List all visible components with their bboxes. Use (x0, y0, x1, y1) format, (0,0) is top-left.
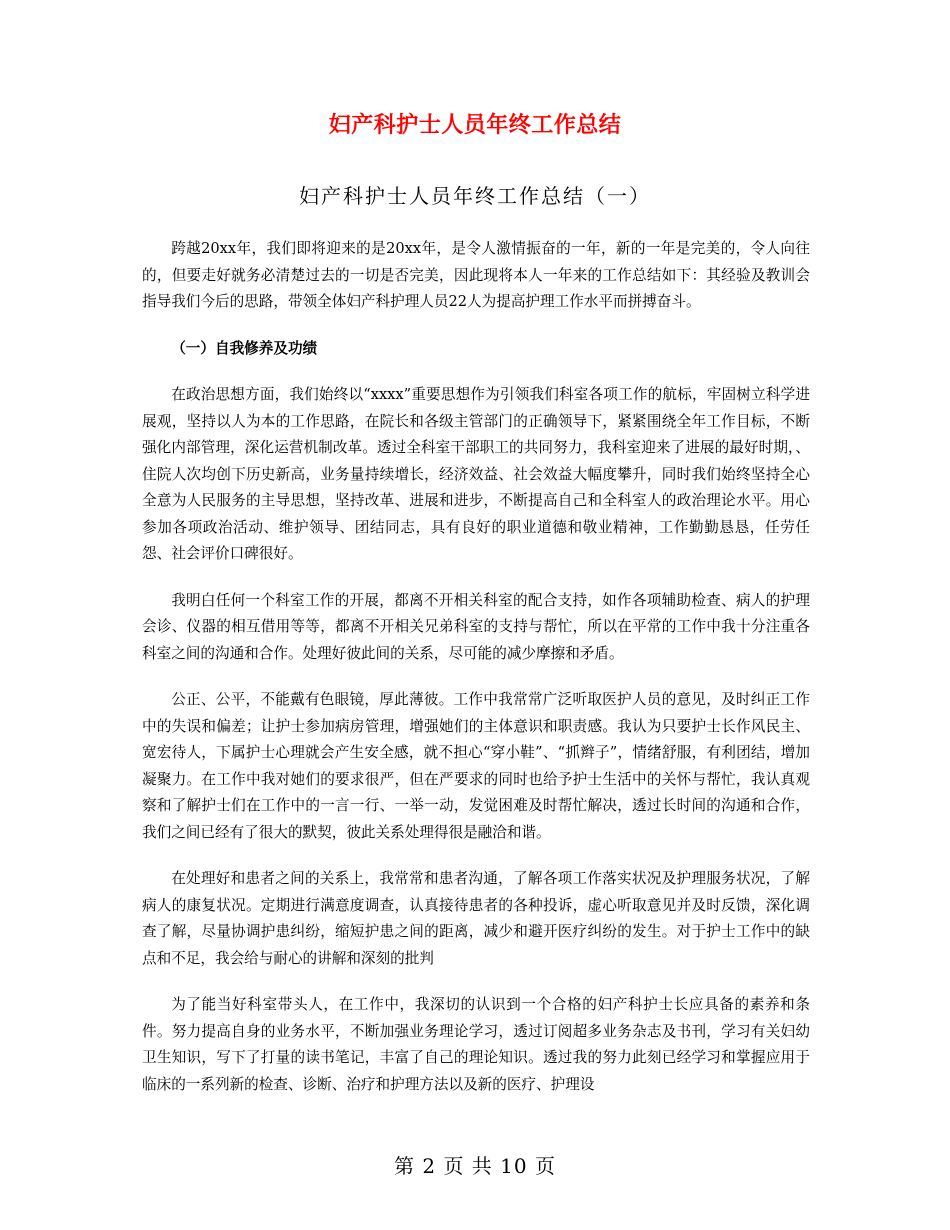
document-title: 妇产科护士人员年终工作总结 (328, 113, 622, 138)
paragraph-leadership: 为了能当好科室带头人，在工作中，我深切的认识到一个合格的妇产科护士长应具备的素养和条件。努力提高自身的业务水平，不断加强业务理论学习，透过订阅超多业务杂志及书刊，学习有关妇幼卫生知识，写下了打量的读书笔记，丰富了自己的理论知识。透过我的努力此刻已经学习和掌握应用于临床的一系列新的检查、诊断、治疗和护理方法以及新的医疗、护理设 (142, 996, 810, 1093)
document-body (142, 236, 810, 1118)
paragraph-political: 在政治思想方面，我们始终以“xxxx”重要思想作为引领我们科室各项工作的航标，牢固树立科学进展观，坚持以人为本的工作思路，在院长和各级主管部门的正确领导下，紧紧围绕全年工作目标，不断强化内部管理，深化运营机制改革。透过全科室干部职工的共同努力，我科室迎来了进展的最好时期，、住院人次均创下历史新高，业务量持续增长，经济效益、社会效益大幅度攀升，同时我们始终坚持全心全意为人民服务的主导思想，坚持改革、进展和进步，不断提高自己和全科室人的政治理论水平。用心参加各项政治活动、维护领导、团结同志，具有良好的职业道德和敬业精神，工作勤勤恳恳，任劳任怨、社会评价口碑很好。 (142, 386, 810, 562)
document-subtitle: 妇产科护士人员年终工作总结（一） (299, 184, 651, 208)
paragraph-fairness: 公正、公平，不能戴有色眼镜，厚此薄彼。工作中我常常广泛听取医护人员的意见，及时纠正工作中的失误和偏差；让护士参加病房管理，增强她们的主体意识和职责感。我认为只要护士长作风民主、宽宏待人，下属护士心理就会产生安全感，就不担心“穿小鞋”、“抓辫子”，情绪舒服，有利团结，增加凝聚力。在工作中我对她们的要求很严，但在严要求的同时也给予护士生活中的关怀与帮忙，我认真观察和了解护士们在工作中的一言一行、一举一动，发觉困难及时帮忙解决，透过长时间的沟通和合作，我们之间已经有了很大的默契，彼此关系处理得很是融洽和谐。 (142, 691, 810, 841)
paragraph-cooperation: 我明白任何一个科室工作的开展，都离不开相关科室的配合支持，如作各项辅助检查、病人的护理会诊、仪器的相互借用等等，都离不开相关兄弟科室的支持与帮忙，所以在平常的工作中我十分注重各科室之间的沟通和合作。处理好彼此间的关系，尽可能的减少摩擦和矛盾。 (142, 591, 810, 662)
paragraph-intro: 跨越20xx年，我们即将迎来的是20xx年，是令人激情振奋的一年，新的一年是完美的，令人向往的，但要走好就务必清楚过去的一切是否完美，因此现将本人一年来的工作总结如下：其经验及教训会指导我们今后的思路，带领全体妇产科护理人员22人为提高护理工作水平而拼搏奋斗。 (142, 240, 810, 310)
page-number-footer: 第 2 页 共 10 页 (394, 1154, 556, 1178)
paragraph-patients: 在处理好和患者之间的关系上，我常常和患者沟通，了解各项工作落实状况及护理服务状况，了解病人的康复状况。定期进行满意度调查，认真接待患者的各种投诉，虚心听取意见并及时反馈，深化调查了解，尽量协调护患纠纷，缩短护患之间的距离，减少和避开医疗纠纷的发生。对于护士工作中的缺点和不足，我会给与耐心的讲解和深刻的批判 (142, 870, 810, 967)
section-heading: （一）自我修养及功绩 (171, 339, 318, 357)
